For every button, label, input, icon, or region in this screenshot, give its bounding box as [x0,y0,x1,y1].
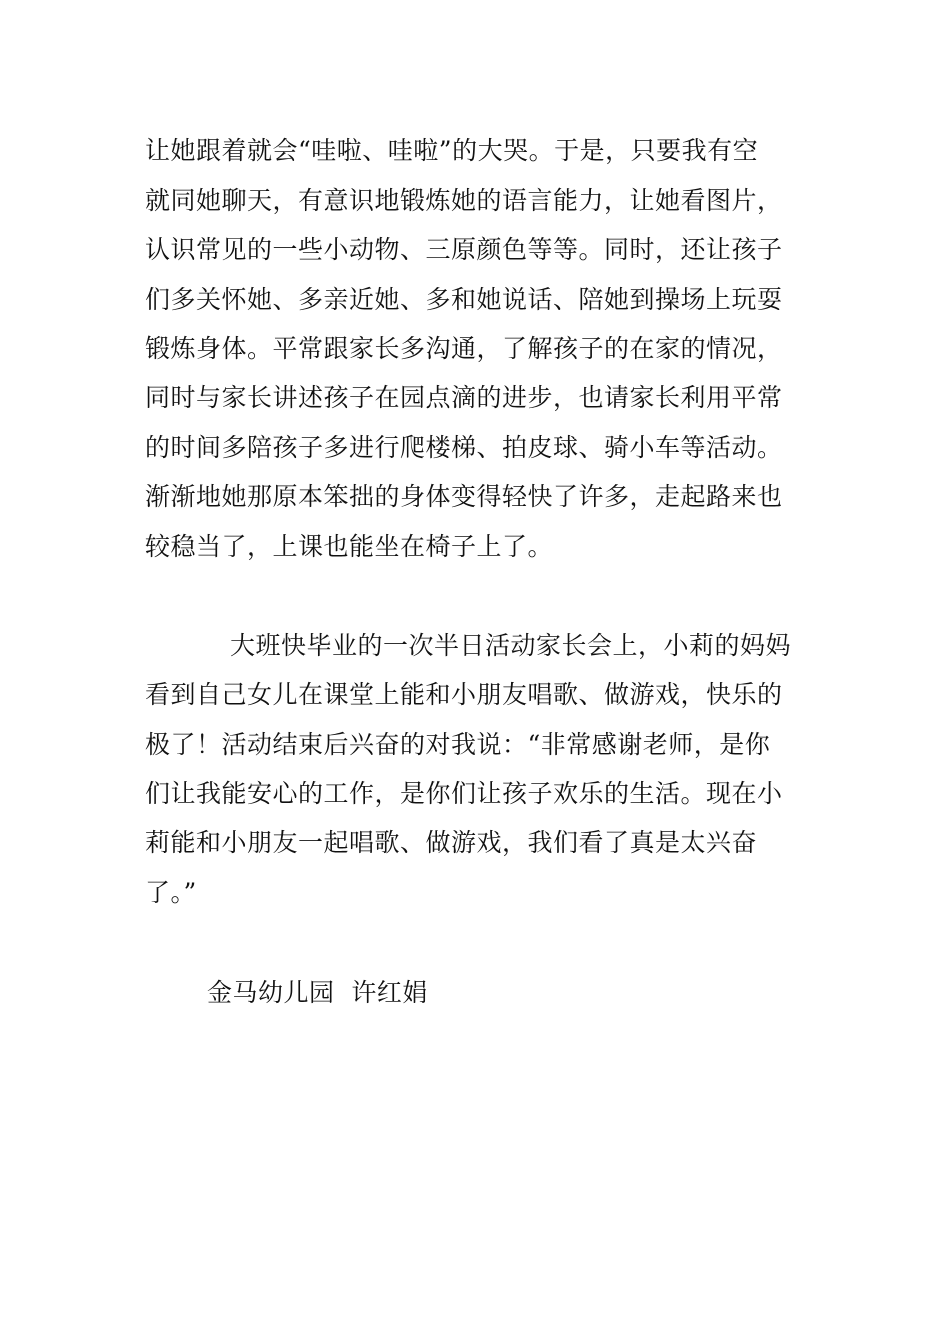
text-line: 让她跟着就会“哇啦、哇啦”的大哭。于是，只要我有空 [145,136,759,165]
text-line: 了。” [145,878,197,907]
text-line: 就同她聊天，有意识地锻炼她的语言能力，让她看图片， [145,186,783,215]
text-line: 大班快毕业的一次半日活动家长会上，小莉的妈妈 [230,631,792,660]
text-line: 看到自己女儿在课堂上能和小朋友唱歌、做游戏，快乐的 [145,680,783,709]
signature: 金马幼儿园 许红娟 [207,978,428,1007]
text-line: 锻炼身体。平常跟家长多沟通，了解孩子的在家的情况， [145,334,783,363]
text-line: 认识常见的一些小动物、三原颜色等等。同时，还让孩子 [145,235,783,264]
text-line: 较稳当了，上课也能坐在椅子上了。 [145,532,554,561]
text-line: 的时间多陪孩子多进行爬楼梯、拍皮球、骑小车等活动。 [145,433,783,462]
text-line: 们多关怀她、多亲近她、多和她说话、陪她到操场上玩耍 [145,285,783,314]
text-line: 渐渐地她那原本笨拙的身体变得轻快了许多，走起路来也 [145,482,783,511]
text-line: 同时与家长讲述孩子在园点滴的进步，也请家长利用平常 [145,383,783,412]
text-line: 们让我能安心的工作，是你们让孩子欢乐的生活。现在小 [145,779,783,808]
text-line: 莉能和小朋友一起唱歌、做游戏，我们看了真是太兴奋 [145,828,758,857]
text-line: 极了！活动结束后兴奋的对我说：“非常感谢老师，是你 [145,730,771,759]
